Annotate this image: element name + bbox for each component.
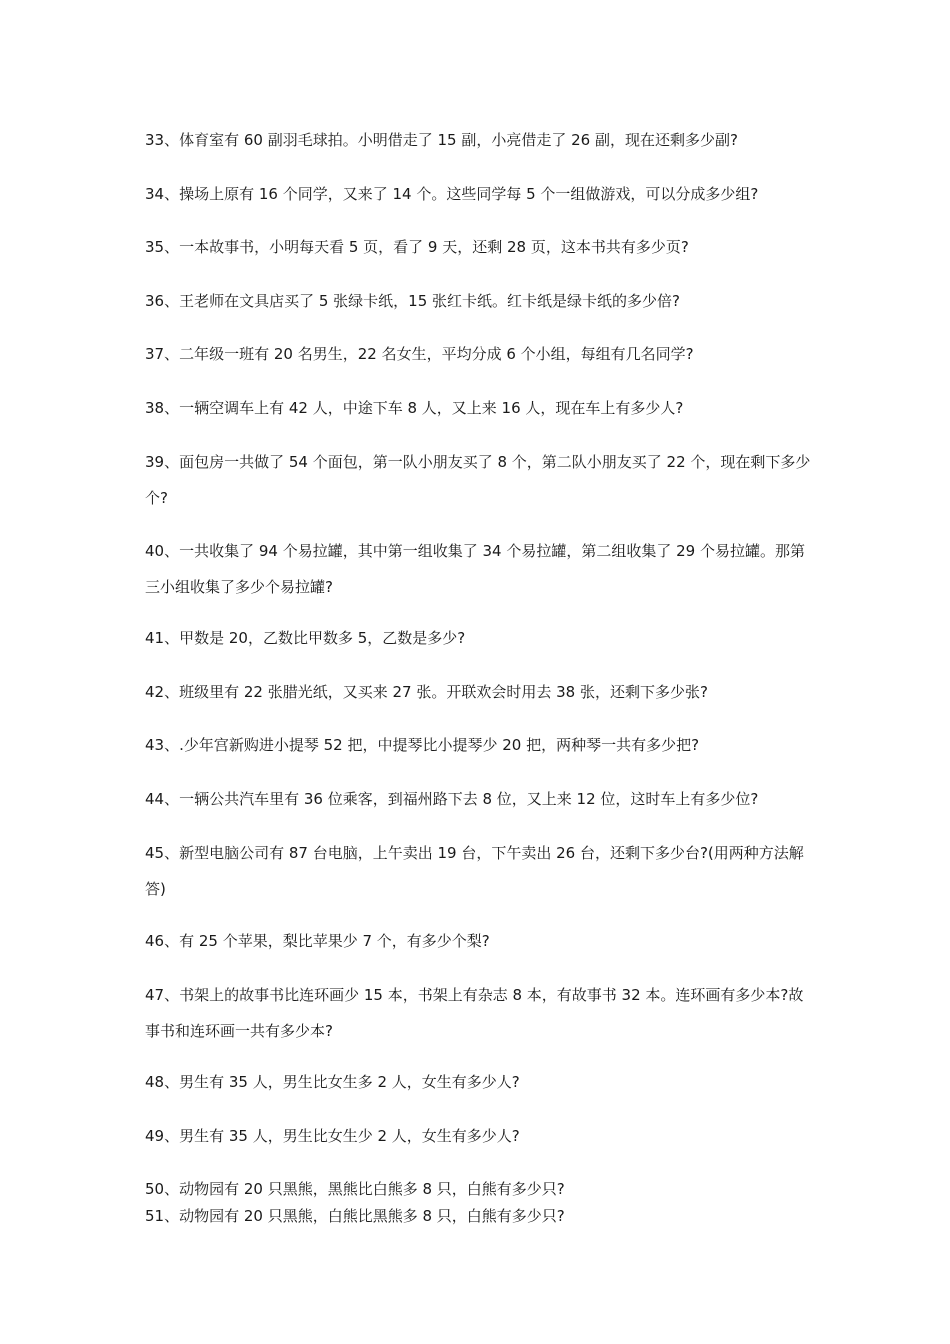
problem-47-line-2: 事书和连环画一共有多少本? <box>145 1022 333 1040</box>
problem-33: 33、体育室有 60 副羽毛球拍。小明借走了 15 副，小亮借走了 26 副，现在还剩多少副? <box>145 131 738 149</box>
problem-51: 51、动物园有 20 只黑熊，白熊比黑熊多 8 只，白熊有多少只? <box>145 1207 565 1225</box>
problem-46: 46、有 25 个苹果，梨比苹果少 7 个，有多少个梨? <box>145 932 490 950</box>
problem-45-line-2: 答) <box>145 880 166 898</box>
problem-35: 35、一本故事书，小明每天看 5 页，看了 9 天，还剩 28 页，这本书共有多少页? <box>145 238 689 256</box>
problem-47-line-1: 47、书架上的故事书比连环画少 15 本，书架上有杂志 8 本，有故事书 32 本。连环画有多少本?故 <box>145 986 804 1004</box>
problem-45-line-1: 45、新型电脑公司有 87 台电脑，上午卖出 19 台，下午卖出 26 台，还剩下多少台?(用两种方法解 <box>145 844 804 862</box>
problem-34: 34、操场上原有 16 个同学，又来了 14 个。这些同学每 5 个一组做游戏，可以分成多少组? <box>145 185 759 203</box>
problem-48: 48、男生有 35 人，男生比女生多 2 人，女生有多少人? <box>145 1073 520 1091</box>
problem-39-line-1: 39、面包房一共做了 54 个面包，第一队小朋友买了 8 个，第二队小朋友买了 22 个，现在剩下多少 <box>145 453 811 471</box>
problem-49: 49、男生有 35 人，男生比女生少 2 人，女生有多少人? <box>145 1127 520 1145</box>
problem-40-line-1: 40、一共收集了 94 个易拉罐，其中第一组收集了 34 个易拉罐，第二组收集了 29 个易拉罐。那第 <box>145 542 805 560</box>
problem-44: 44、一辆公共汽车里有 36 位乘客，到福州路下去 8 位，又上来 12 位，这时车上有多少位? <box>145 790 759 808</box>
problem-41: 41、甲数是 20，乙数比甲数多 5，乙数是多少? <box>145 629 466 647</box>
problem-40-line-2: 三小组收集了多少个易拉罐? <box>145 578 333 596</box>
problem-50: 50、动物园有 20 只黑熊，黑熊比白熊多 8 只，白熊有多少只? <box>145 1180 565 1198</box>
problem-37: 37、二年级一班有 20 名男生，22 名女生，平均分成 6 个小组，每组有几名同学? <box>145 345 694 363</box>
problem-42: 42、班级里有 22 张腊光纸，又买来 27 张。开联欢会时用去 38 张，还剩下多少张? <box>145 683 708 701</box>
problem-36: 36、王老师在文具店买了 5 张绿卡纸，15 张红卡纸。红卡纸是绿卡纸的多少倍? <box>145 292 680 310</box>
problem-43: 43、.少年宫新购进小提琴 52 把，中提琴比小提琴少 20 把，两种琴一共有多少把? <box>145 736 700 754</box>
problem-39-line-2: 个? <box>145 489 168 507</box>
problem-38: 38、一辆空调车上有 42 人，中途下车 8 人，又上来 16 人，现在车上有多少人? <box>145 399 684 417</box>
